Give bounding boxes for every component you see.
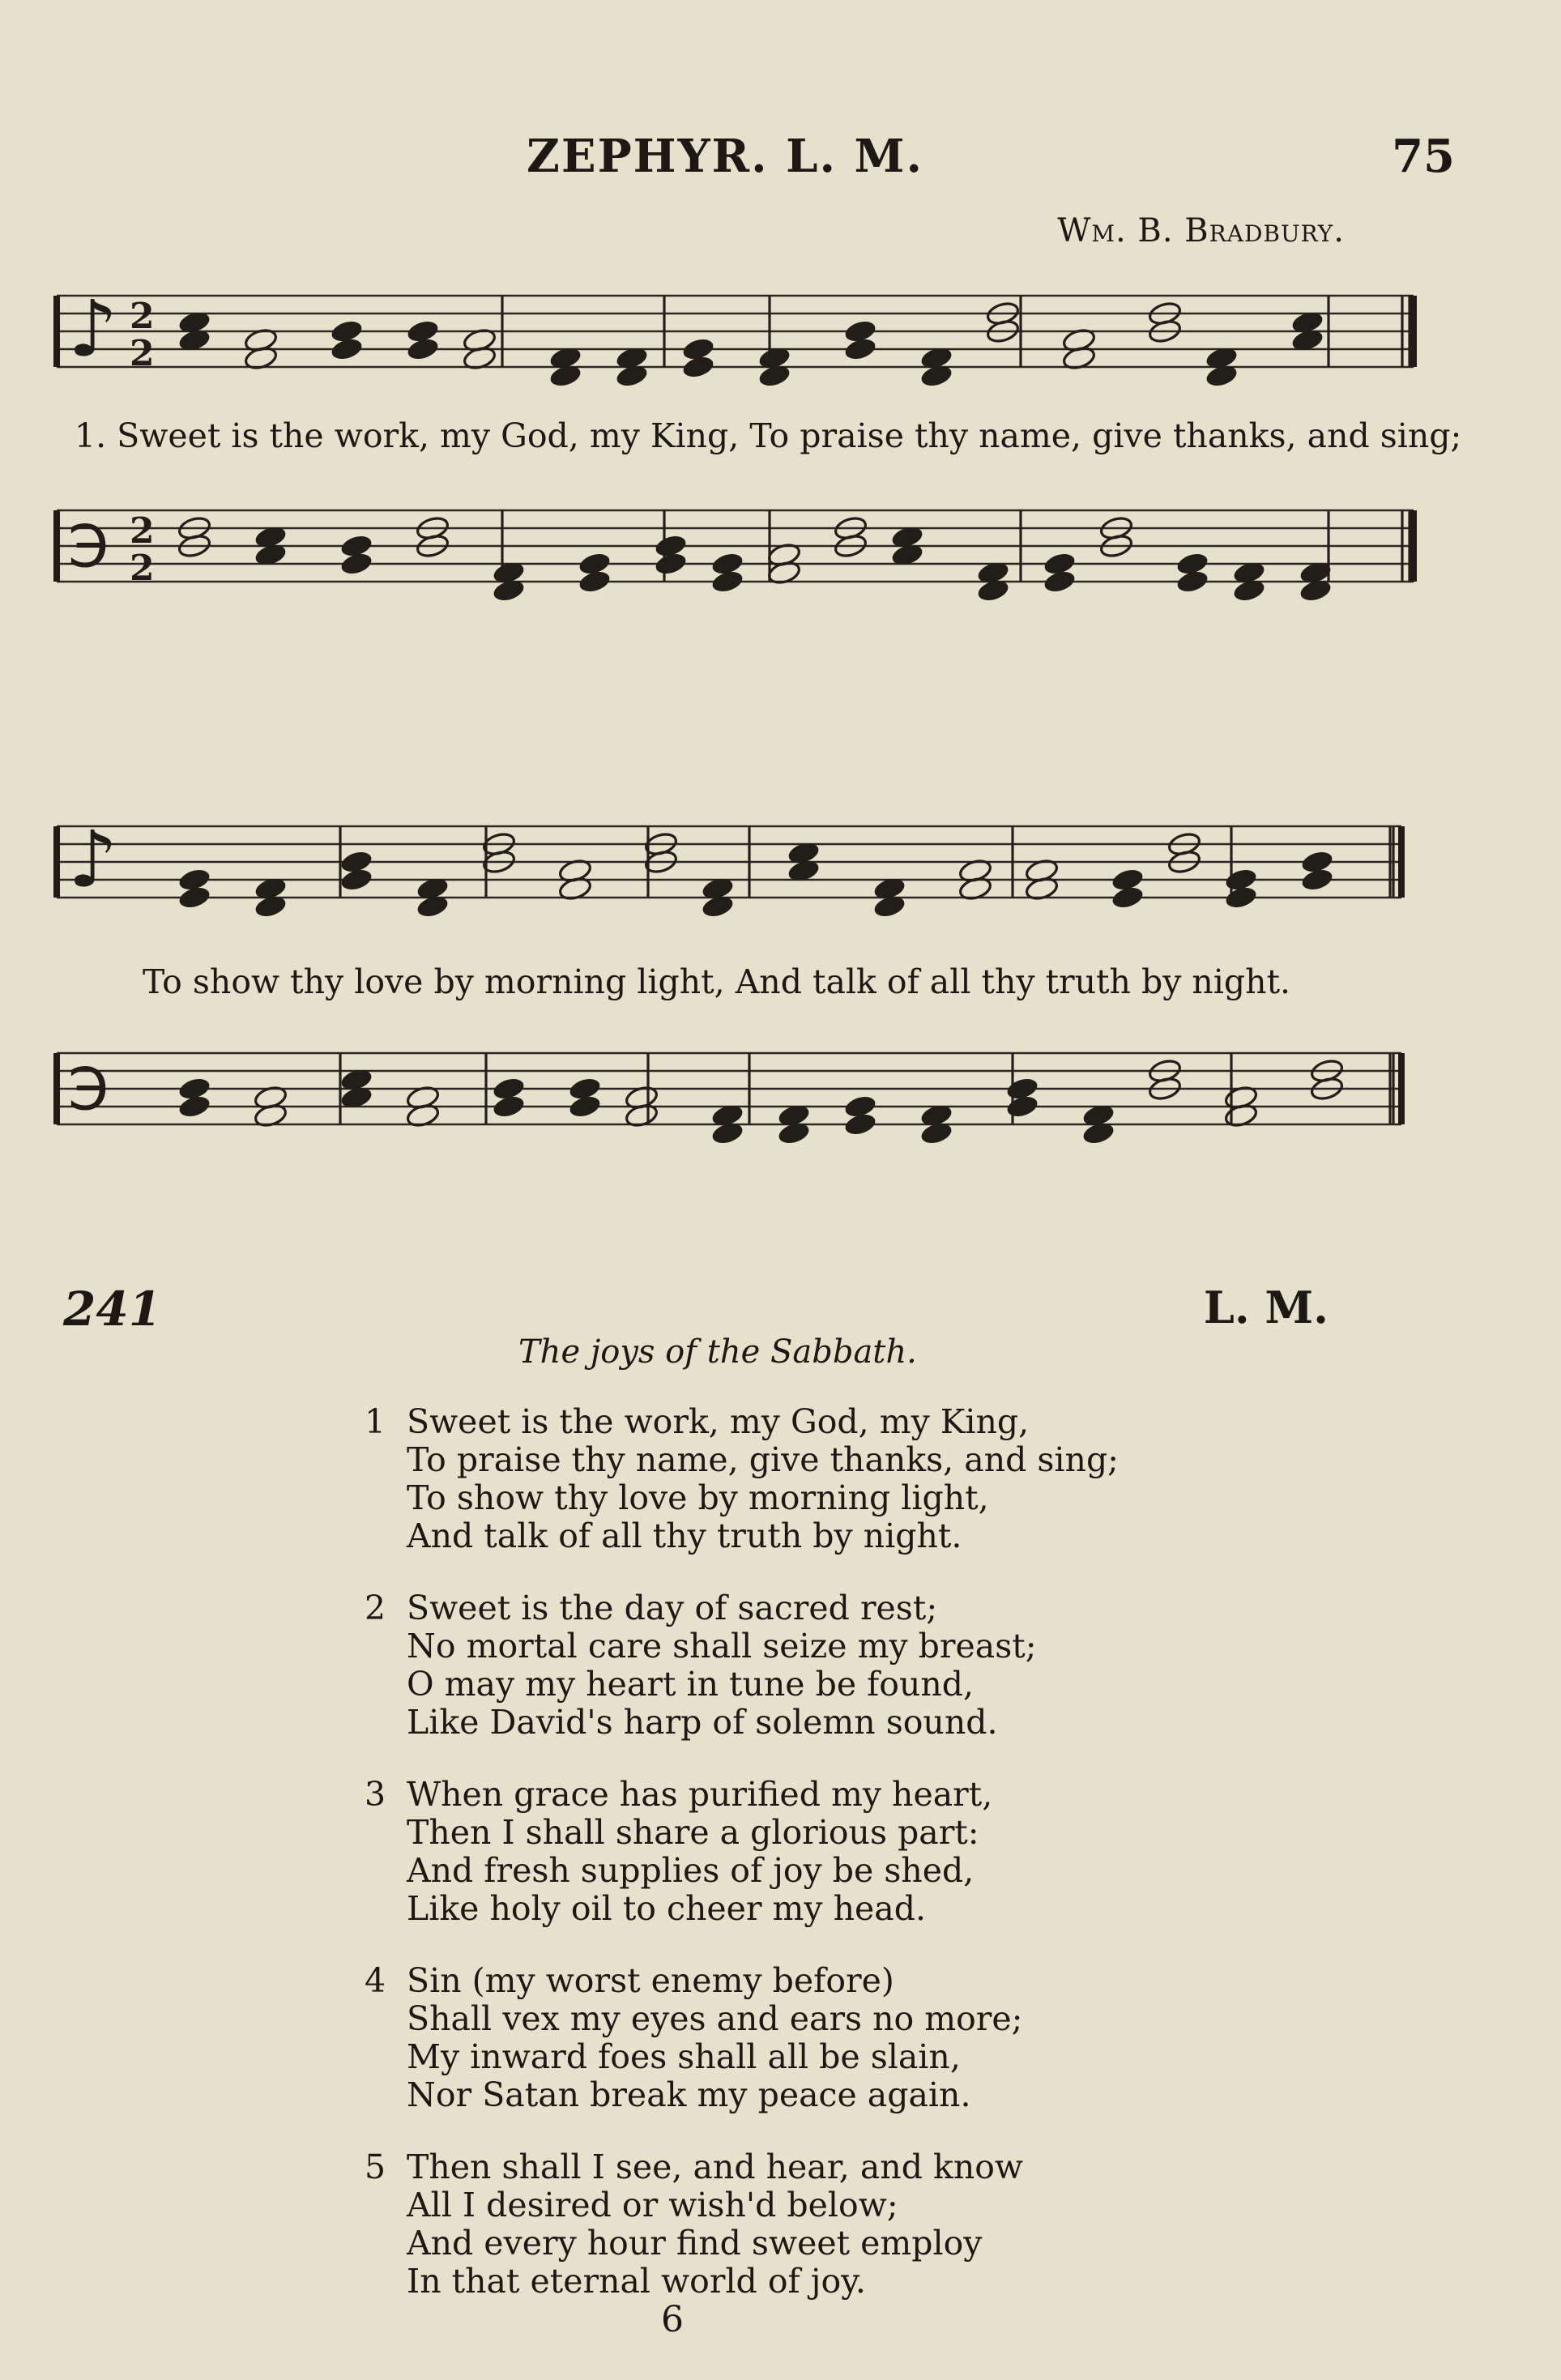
stanza	[361, 1962, 1252, 2114]
hymn-stanzas	[361, 1403, 1252, 2335]
printer-signature-mark: 6	[661, 2299, 684, 2340]
stanza-text: Nor Satan break my peace again.	[407, 2075, 971, 2114]
system-1-bass-staff	[0, 486, 1561, 648]
stanza-text: And fresh supplies of joy be shed,	[407, 1851, 975, 1890]
stanza-line	[361, 2076, 1252, 2114]
stanza-text: All I desired or wish'd below;	[407, 2186, 898, 2224]
stanza-line	[361, 1666, 1252, 1704]
time-signature-bottom: 2	[130, 333, 155, 374]
stanza-line	[361, 2148, 1252, 2186]
hymn-subtitle: The joys of the Sabbath.	[518, 1333, 917, 1371]
stanza-text: In that eternal world of joy.	[407, 2262, 866, 2301]
hymn-number: 241	[63, 1282, 162, 1337]
stanza-line	[361, 1776, 1252, 1814]
stanza-text: Like holy oil to cheer my head.	[407, 1889, 927, 1928]
treble-clef-icon: ♪	[68, 284, 118, 374]
hymn-meter: L. M.	[1203, 1282, 1329, 1333]
time-signature-top: 2	[130, 510, 155, 552]
time-signature-top: 2	[130, 296, 155, 337]
stanza-line	[361, 2038, 1252, 2076]
stanza-line	[361, 1814, 1252, 1852]
stanza-line	[361, 1852, 1252, 1890]
stanza-text: O may my heart in tune be found,	[407, 1665, 975, 1704]
stanza	[361, 1403, 1252, 1555]
composer-credit: Wm. B. Bradbury.	[1057, 212, 1345, 250]
stanza-number: 2	[365, 1589, 386, 1627]
stanza-text: Sweet is the day of sacred rest;	[407, 1589, 938, 1627]
stanza-line	[361, 2186, 1252, 2224]
stanza-number: 4	[365, 1961, 386, 2000]
stanza-text: Like David's harp of solemn sound.	[407, 1703, 998, 1742]
lyric-line-2: To show thy love by morning light, And talk of all thy truth by night.	[143, 962, 1291, 1001]
stanza-line	[361, 1704, 1252, 1742]
stanza-text: Then I shall share a glorious part:	[407, 1813, 979, 1852]
stanza-text: And every hour find sweet employ	[407, 2224, 983, 2263]
stanza-text: My inward foes shall all be slain,	[407, 2037, 961, 2076]
stanza-line	[361, 1589, 1252, 1627]
stanza-line	[361, 1890, 1252, 1928]
stanza-line	[361, 2000, 1252, 2038]
bass-clef-icon: ℈	[68, 1047, 109, 1115]
stanza-line	[361, 2224, 1252, 2263]
page-number: 75	[1392, 130, 1455, 183]
stanza-number: 1	[365, 1402, 386, 1441]
stanza-line	[361, 1627, 1252, 1666]
stanza-text: No mortal care shall seize my breast;	[407, 1627, 1037, 1666]
stanza-text: And talk of all thy truth by night.	[407, 1516, 962, 1555]
system-2-bass-staff	[0, 1029, 1561, 1175]
stanza-text: Shall vex my eyes and ears no more;	[407, 1999, 1023, 2038]
system-2-treble-staff	[0, 802, 1561, 940]
stanza-line	[361, 1479, 1252, 1517]
stanza-text: Sin (my worst enemy before)	[407, 1961, 894, 2000]
stanza-line	[361, 1441, 1252, 1479]
stanza	[361, 1776, 1252, 1928]
bass-clef-icon: ℈	[68, 505, 109, 573]
stanza-line	[361, 1403, 1252, 1441]
stanza-text: Sweet is the work, my God, my King,	[407, 1402, 1030, 1441]
system-1-treble-staff	[0, 275, 1561, 397]
stanza-text: When grace has purified my heart,	[407, 1775, 993, 1814]
stanza-text: To show thy love by morning light,	[407, 1478, 989, 1517]
stanza-text: Then shall I see, and hear, and know	[407, 2148, 1024, 2186]
stanza	[361, 2148, 1252, 2301]
stanza-line	[361, 1517, 1252, 1555]
treble-clef-icon: ♪	[68, 814, 118, 905]
stanza-line	[361, 1962, 1252, 2000]
stanza-number: 5	[365, 2148, 386, 2186]
tune-title: ZEPHYR. L. M.	[527, 130, 923, 183]
stanza-line	[361, 2263, 1252, 2301]
stanza-number: 3	[365, 1775, 386, 1814]
time-signature-bottom: 2	[130, 548, 155, 589]
stanza	[361, 1589, 1252, 1742]
lyric-line-1: 1. Sweet is the work, my God, my King, To praise thy name, give thanks, and sing;	[75, 416, 1462, 455]
stanza-text: To praise thy name, give thanks, and sing;	[407, 1440, 1119, 1479]
